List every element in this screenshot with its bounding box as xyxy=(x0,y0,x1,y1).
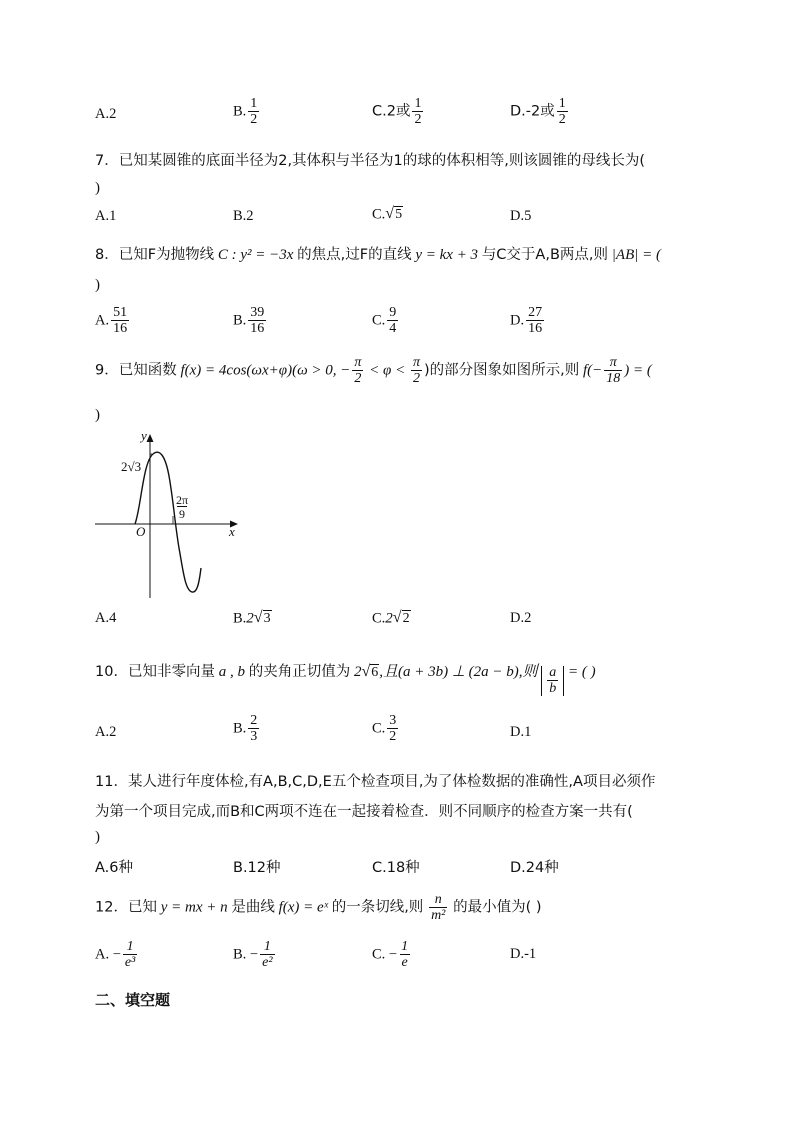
cosine-curve xyxy=(135,452,201,592)
tick-label: $\frac{2\pi}{9}$ xyxy=(176,493,189,521)
q6-option-b: B. $\frac{1}{2}$ xyxy=(233,96,258,127)
q11-line2: 为第一个项目完成,而B和C两项不连在一起接着检查．则不同顺序的检查方案一共有( xyxy=(95,804,633,820)
q8-option-a: A. $\frac{51}{16}$ xyxy=(95,305,128,336)
q9-close: ) xyxy=(95,407,100,423)
q7-option-a: A.1 xyxy=(95,208,117,224)
origin-label: O xyxy=(136,524,146,539)
peak-label: 2√3 xyxy=(121,459,142,474)
q10-option-d: D.1 xyxy=(510,724,532,740)
q12-option-b: B. − $\frac{1}{\text{e²}}$ xyxy=(233,939,273,970)
q6-option-c: C.2或 $\frac{1}{2}$ xyxy=(372,96,422,127)
section-heading: 二、填空题 xyxy=(95,991,171,1009)
q7-option-c: C. √ 5 xyxy=(372,205,403,223)
q9-option-c: C.2 √ 2 xyxy=(372,609,410,627)
q11-option-a: A.6种 xyxy=(95,860,133,876)
q12-option-c: C. − $\frac{1}{e}$ xyxy=(372,939,409,970)
q9-option-b: B.2 √ 3 xyxy=(233,609,271,627)
y-axis-arrow xyxy=(147,434,154,442)
q8-text: 8．已知F为抛物线 C : y² = −3x 的焦点,过F的直线 y = kx + 3 与C交于A,B两点,则 |AB| = ( xyxy=(95,247,661,263)
q11-option-c: C.18种 xyxy=(372,860,420,876)
q9-graph xyxy=(95,428,245,600)
q7-option-d: D.5 xyxy=(510,208,532,224)
q8-option-b: B. $\frac{39}{16}$ xyxy=(233,305,265,336)
ratio-abs: $\frac{a}{b}$ xyxy=(541,666,564,696)
q6-option-d: D.-2或 $\frac{1}{2}$ xyxy=(510,96,566,127)
q10-text: 10．已知非零向量 a , b 的夹角正切值为 2 √ 6 ,且(a + 3b) ⊥ (2a − b),则 $\frac{a}{b}$ = ( ) xyxy=(95,663,596,696)
q9-option-a: A.4 xyxy=(95,610,117,626)
q6-option-a: A.2 xyxy=(95,106,117,122)
q11-close: ) xyxy=(95,829,100,845)
q12-text: 12．已知 y = mx + n 是曲线 f(x) = eˣ 的一条切线,则 $\frac{n}{\text{m²}}$ 的最小值为( ) xyxy=(95,892,542,923)
y-axis-label: y xyxy=(141,428,147,443)
q10-option-a: A.2 xyxy=(95,724,117,740)
q7-text: 7．已知某圆锥的底面半径为2,其体积与半径为1的球的体积相等,则该圆锥的母线长为( xyxy=(95,153,646,169)
q9-graph-svg xyxy=(95,428,245,600)
q7-close: ) xyxy=(95,180,100,196)
q8-close: ) xyxy=(95,277,100,293)
q11-option-d: D.24种 xyxy=(510,860,559,876)
q10-option-c: C. $\frac{3}{2}$ xyxy=(372,713,397,744)
q9-option-d: D.2 xyxy=(510,610,532,626)
x-axis-label: x xyxy=(229,524,235,539)
q7-option-b: B.2 xyxy=(233,208,254,224)
q11-line1: 11．某人进行年度体检,有A,B,C,D,E五个检查项目,为了体检数据的准确性,A项目必须作 xyxy=(95,774,656,790)
q11-option-b: B.12种 xyxy=(233,860,281,876)
q12-option-d: D.-1 xyxy=(510,946,537,962)
q10-option-b: B. $\frac{2}{3}$ xyxy=(233,713,258,744)
q8-option-c: C. $\frac{9}{4}$ xyxy=(372,305,397,336)
q8-option-d: D. $\frac{27}{16}$ xyxy=(510,305,543,336)
q12-option-a: A. − $\frac{1}{\text{e³}}$ xyxy=(95,939,136,970)
q9-text: 9．已知函数 f(x) = 4cos(ωx+φ)(ω > 0, − $\frac{\pi}{2}$ < φ < $\frac{\pi}{2}$ )的部分图象如图所示,则 f(− $\frac{\pi}{18}$ ) = ( xyxy=(95,355,652,386)
